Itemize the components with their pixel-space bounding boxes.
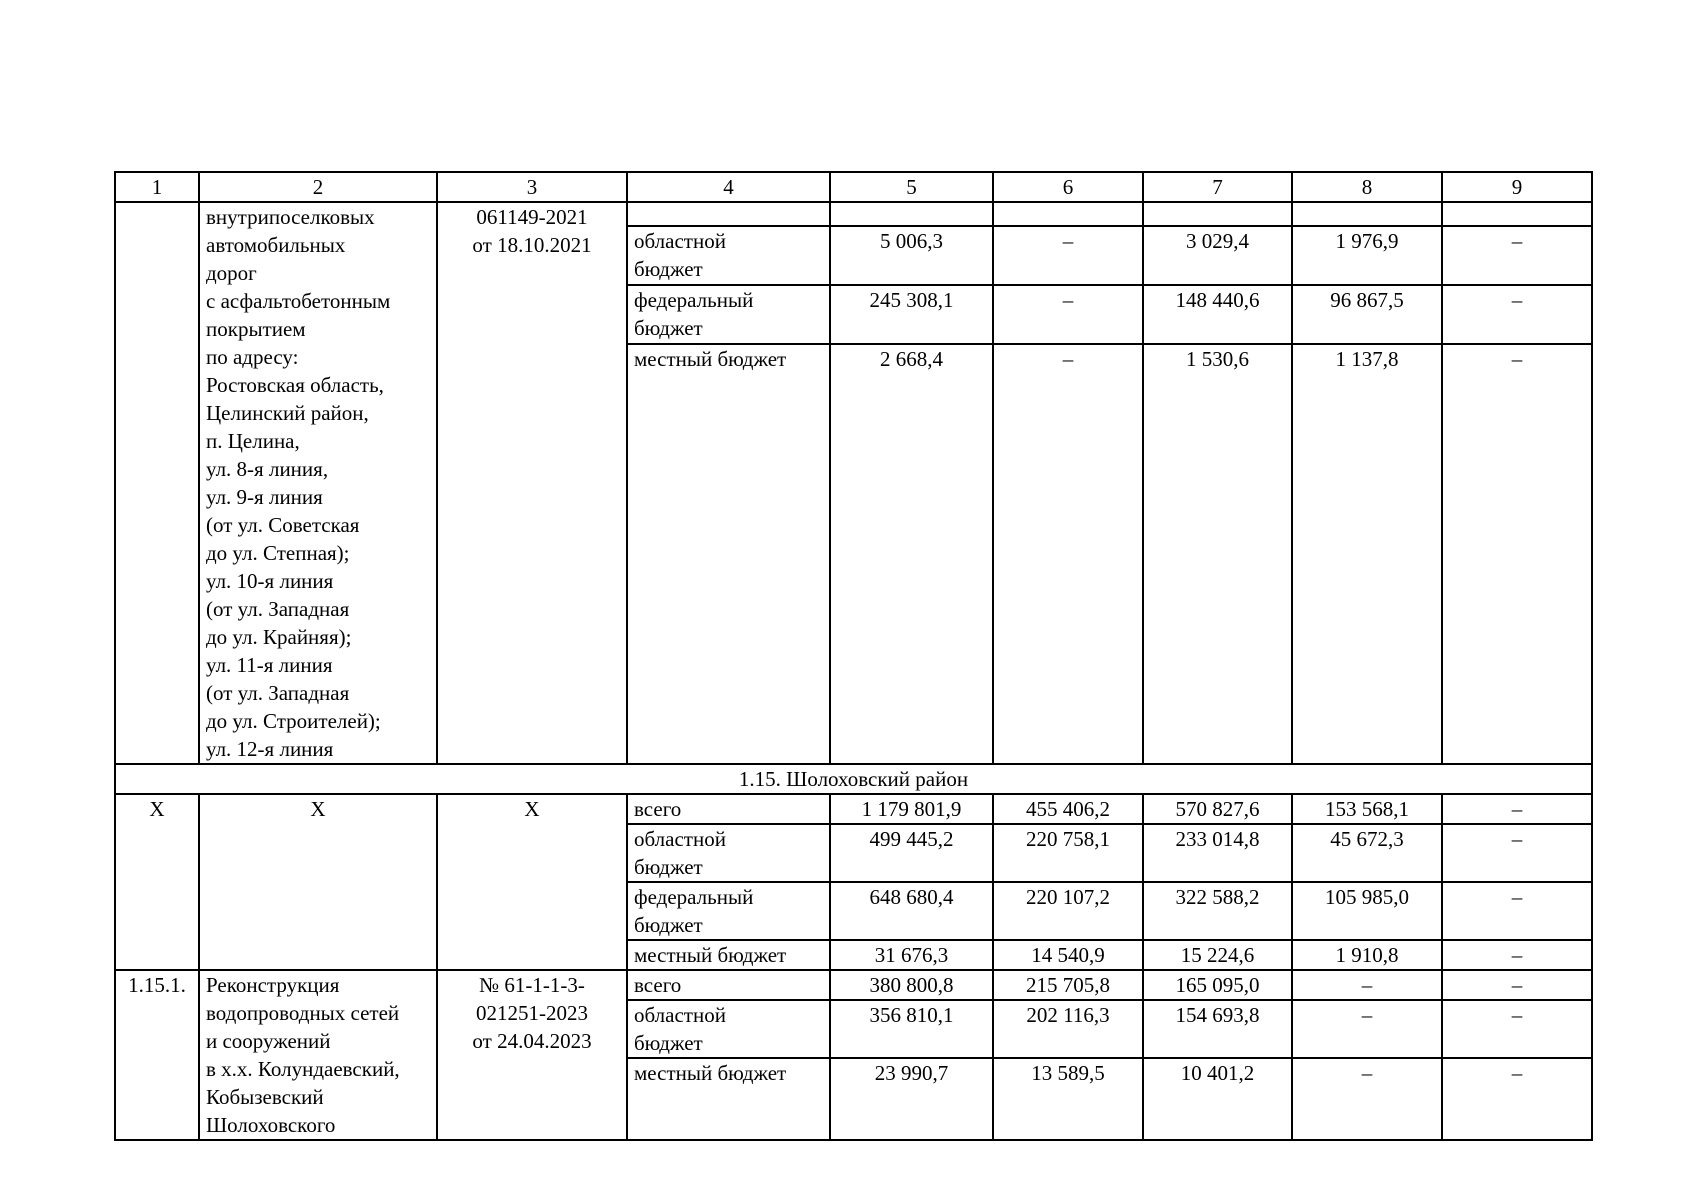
value-cell: –	[993, 344, 1143, 764]
value-cell: –	[1442, 1000, 1592, 1058]
funding-source-cell: областной бюджет	[627, 1000, 830, 1058]
value-cell: 45 672,3	[1292, 824, 1442, 882]
funding-source-cell	[627, 202, 830, 226]
value-cell: 245 308,1	[830, 285, 993, 344]
table-header-row	[115, 172, 1592, 202]
value-cell: 322 588,2	[1143, 882, 1292, 940]
value-cell: 233 014,8	[1143, 824, 1292, 882]
value-cell: 105 985,0	[1292, 882, 1442, 940]
value-cell: 148 440,6	[1143, 285, 1292, 344]
table-row	[115, 970, 1592, 1000]
budget-table	[114, 171, 1593, 1141]
item-doc-cell: 061149-2021 от 18.10.2021	[437, 202, 627, 764]
value-cell: 2 668,4	[830, 344, 993, 764]
value-cell	[1442, 202, 1592, 226]
value-cell: –	[1442, 344, 1592, 764]
value-cell	[993, 202, 1143, 226]
value-cell: –	[1442, 285, 1592, 344]
header-cell: 5	[830, 172, 993, 202]
value-cell: 455 406,2	[993, 794, 1143, 824]
value-cell	[830, 202, 993, 226]
value-cell: –	[1292, 1058, 1442, 1140]
table-row	[115, 202, 1592, 226]
funding-source-cell: местный бюджет	[627, 344, 830, 764]
value-cell: 648 680,4	[830, 882, 993, 940]
table-row	[115, 794, 1592, 824]
item-number-cell: 1.15.1.	[115, 970, 199, 1140]
value-cell: 3 029,4	[1143, 226, 1292, 285]
value-cell: –	[1442, 226, 1592, 285]
header-cell: 7	[1143, 172, 1292, 202]
value-cell: –	[1442, 794, 1592, 824]
value-cell: 154 693,8	[1143, 1000, 1292, 1058]
funding-source-cell: областной бюджет	[627, 226, 830, 285]
item-number-cell: Х	[115, 794, 199, 970]
item-name-cell: внутрипоселковых автомобильных дорог с асфальтобетонным покрытием по адресу: Ростовская область, Целинский район, п. Целина, ул. 8-я линия, ул. 9-я линия (от ул. Советская до ул. Степная); ул. 10-я линия (от ул. Западная до ул. Крайняя); ул. 11-я линия (от ул. Западная до ул. Строителей); ул. 12-я линия	[199, 202, 437, 764]
value-cell: 1 910,8	[1292, 940, 1442, 970]
value-cell: 220 107,2	[993, 882, 1143, 940]
value-cell: 499 445,2	[830, 824, 993, 882]
value-cell: 570 827,6	[1143, 794, 1292, 824]
header-cell: 8	[1292, 172, 1442, 202]
value-cell: –	[993, 285, 1143, 344]
value-cell: –	[1292, 1000, 1442, 1058]
value-cell	[1292, 202, 1442, 226]
value-cell: 14 540,9	[993, 940, 1143, 970]
header-cell: 2	[199, 172, 437, 202]
item-name-cell: Реконструкция водопроводных сетей и сооружений в х.х. Колундаевский, Кобызевский Шолоховского	[199, 970, 437, 1140]
value-cell	[1143, 202, 1292, 226]
header-cell: 3	[437, 172, 627, 202]
funding-source-cell: всего	[627, 794, 830, 824]
value-cell: 15 224,6	[1143, 940, 1292, 970]
value-cell: 1 179 801,9	[830, 794, 993, 824]
funding-source-cell: местный бюджет	[627, 940, 830, 970]
value-cell: –	[1442, 1058, 1592, 1140]
header-cell: 9	[1442, 172, 1592, 202]
value-cell: 1 976,9	[1292, 226, 1442, 285]
section-row	[115, 764, 1592, 794]
value-cell: 380 800,8	[830, 970, 993, 1000]
funding-source-cell: федеральный бюджет	[627, 285, 830, 344]
section-title: 1.15. Шолоховский район	[115, 764, 1592, 794]
value-cell: 153 568,1	[1292, 794, 1442, 824]
value-cell: 202 116,3	[993, 1000, 1143, 1058]
value-cell: –	[1442, 970, 1592, 1000]
header-cell: 1	[115, 172, 199, 202]
value-cell: –	[1442, 940, 1592, 970]
value-cell: –	[993, 226, 1143, 285]
value-cell: 23 990,7	[830, 1058, 993, 1140]
value-cell: –	[1442, 824, 1592, 882]
header-cell: 4	[627, 172, 830, 202]
value-cell: 1 137,8	[1292, 344, 1442, 764]
funding-source-cell: федеральный бюджет	[627, 882, 830, 940]
funding-source-cell: областной бюджет	[627, 824, 830, 882]
item-name-cell: Х	[199, 794, 437, 970]
value-cell: 10 401,2	[1143, 1058, 1292, 1140]
funding-source-cell: местный бюджет	[627, 1058, 830, 1140]
value-cell: 215 705,8	[993, 970, 1143, 1000]
item-doc-cell: Х	[437, 794, 627, 970]
value-cell: 31 676,3	[830, 940, 993, 970]
funding-source-cell: всего	[627, 970, 830, 1000]
value-cell: 13 589,5	[993, 1058, 1143, 1140]
item-number-cell	[115, 202, 199, 764]
value-cell: –	[1292, 970, 1442, 1000]
header-cell: 6	[993, 172, 1143, 202]
value-cell: –	[1442, 882, 1592, 940]
value-cell: 1 530,6	[1143, 344, 1292, 764]
value-cell: 165 095,0	[1143, 970, 1292, 1000]
value-cell: 220 758,1	[993, 824, 1143, 882]
value-cell: 96 867,5	[1292, 285, 1442, 344]
item-doc-cell: № 61-1-1-3- 021251-2023 от 24.04.2023	[437, 970, 627, 1140]
value-cell: 5 006,3	[830, 226, 993, 285]
value-cell: 356 810,1	[830, 1000, 993, 1058]
